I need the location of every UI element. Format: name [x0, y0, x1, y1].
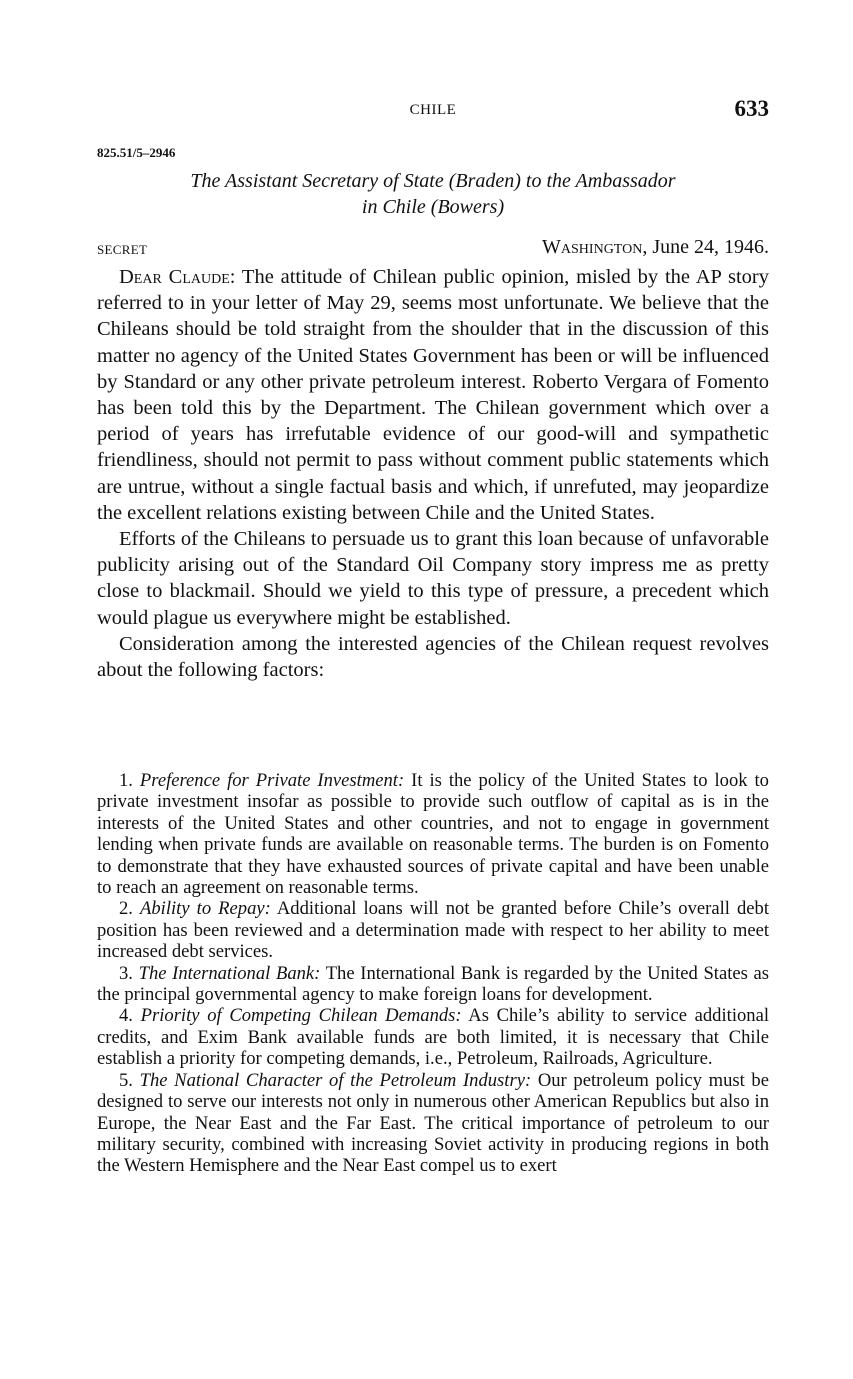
letter-body	[97, 264, 769, 683]
page-number: 633	[734, 96, 769, 121]
paragraph-3: Consideration among the interested agencies of the Chilean request revolves about the following factors:	[97, 632, 769, 682]
dateline	[97, 234, 769, 260]
paragraph-1-text: The attitude of Chilean public opinion, misled by the AP story referred to in your letter of May 29, seems most unfortunate. We believe that the Chileans should be told straight from the shoulder that in the discussion of this matter no agency of the United States Government has been or will be influenced by Standard or any other private petroleum interest. Roberto Vergara of Fomento has been told this by the Department. The Chilean government which over a period of years has irrefutable evidence of our good-will and sympathetic friendliness, should not permit to pass without comment public statements which are untrue, without a single factual basis and which, if unrefuted, may jeopardize the excellent relations existing between Chile and the United States.	[97, 266, 769, 524]
running-title: CHILE	[409, 102, 457, 118]
factor-item	[97, 1005, 769, 1069]
date: , June 24, 1946.	[642, 236, 769, 258]
factors-list	[97, 770, 769, 1177]
document-title	[97, 168, 769, 220]
factor-heading: Ability to Repay:	[140, 898, 271, 920]
file-number: 825.51/5–2946	[97, 145, 176, 160]
classification-marking: SECRET	[97, 242, 148, 257]
factor-heading: The International Bank:	[138, 962, 321, 984]
factor-text: Additional loans will not be granted before Chile’s overall debt position has been reviewed and a determination made with respect to her ability to meet increased debt services.	[97, 898, 769, 963]
factor-text: Our petroleum policy must be designed to serve our interests not only in numerous other American Republics but also in Europe, the Near East and the Far East. The critical importance of petroleum to our military security, combined with increasing Soviet activity in producing regions in both the Western Hemisphere and the Near East compel us to exert	[97, 1069, 769, 1177]
paragraph-2: Efforts of the Chileans to persuade us to grant this loan because of unfavorable publicity arising out of the Standard Oil Company story impress me as pretty close to blackmail. Should we yield to this type of pressure, a precedent which would plague us everywhere might be established.	[97, 528, 769, 629]
factor-item	[97, 770, 769, 898]
factor-text: As Chile’s ability to service additional credits, and Exim Bank available funds are both limited, it is necessary that Chile establish a priority for competing demands, i.e., Petroleum, Railroads, Agriculture.	[97, 1005, 769, 1070]
factor-number: 1.	[119, 770, 133, 791]
factor-text: It is the policy of the United States to look to private investment insofar as possible to provide such outflow of capital as is in the interests of the United States and other countries, and not to engage in government lending when private funds are available on reasonable terms. The burden is on Fomento to demonstrate that they have exhausted sources of private capital and have been unable to reach an agreement on reasonable terms.	[97, 770, 769, 899]
paragraph-1	[97, 264, 769, 526]
document-title-line-2: in Chile (Bowers)	[361, 196, 505, 218]
factor-number: 5.	[119, 1069, 133, 1091]
factor-heading: The National Character of the Petroleum Industry:	[139, 1069, 532, 1091]
running-head	[97, 96, 769, 126]
factor-number: 4.	[119, 1005, 133, 1027]
document-title-line-1: The Assistant Secretary of State (Braden) to the Ambassador	[190, 170, 676, 192]
place-and-date	[542, 236, 769, 259]
factor-heading: Preference for Private Investment:	[139, 770, 405, 791]
factor-heading: Priority of Competing Chilean Demands:	[140, 1005, 462, 1027]
place: Washington	[542, 236, 643, 258]
factor-item	[97, 1070, 769, 1177]
factor-number: 2.	[119, 898, 133, 920]
factor-number: 3.	[119, 962, 133, 984]
factor-item	[97, 963, 769, 1006]
factor-text: The International Bank is regarded by the United States as the principal governmental agency to make foreign loans for development.	[97, 962, 770, 1006]
factor-item	[97, 898, 769, 962]
salutation: Dear Claude:	[119, 266, 236, 288]
